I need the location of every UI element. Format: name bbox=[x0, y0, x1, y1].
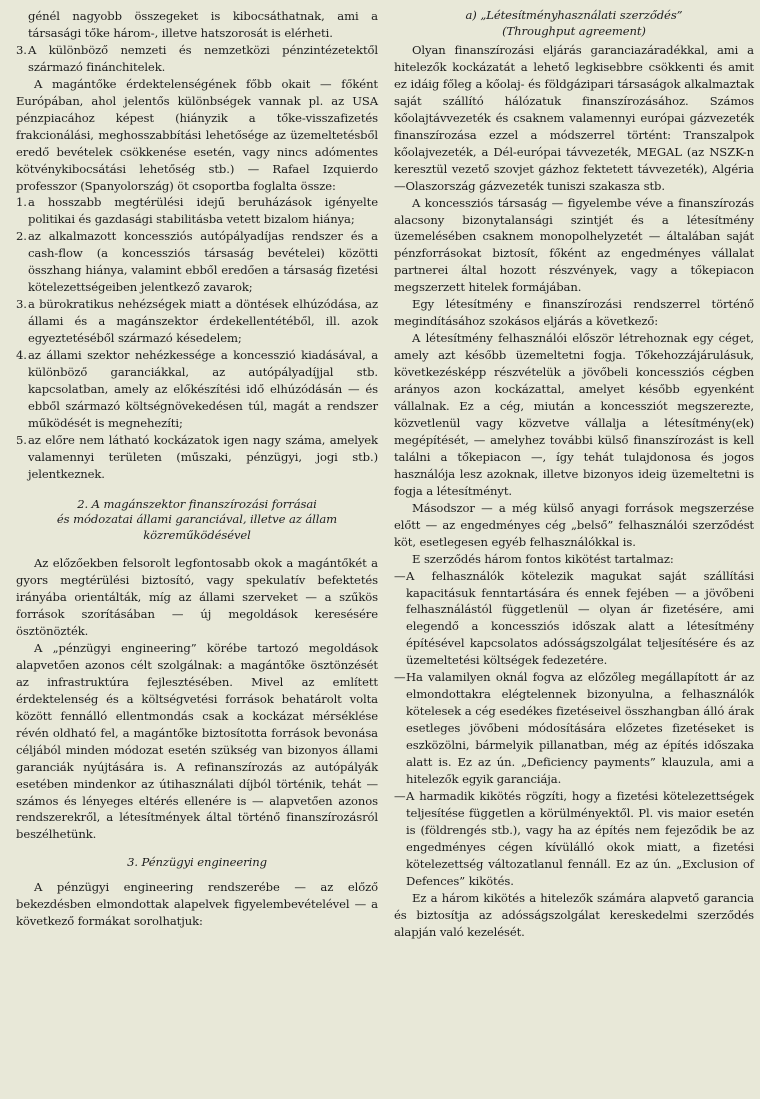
reason-item-text: az alkalmazott koncessziós autópályadíjas rendszer és a cash-flow (a koncessziós társaság bevételei) közötti összhang hiánya, valamint ebből eredően a társaság fizetési kötelezettségeiben jelentkező zavarok; bbox=[28, 229, 378, 295]
reason-item-text: a bürokratikus nehézségek miatt a döntések elhúzódása, az állami és a magánszektor érdekellentétéből, ill. azok egyeztetéséből származó késedelem; bbox=[28, 297, 378, 346]
section-3-heading: 3. Pénzügyi engineering bbox=[127, 855, 267, 870]
paragraph-three-clauses: E szerződés három fontos kikötést tartalmaz: bbox=[412, 551, 674, 566]
reason-item bbox=[16, 296, 378, 347]
clause-item-text: A felhasználók kötelezik magukat saját szállítási kapacitásuk fenntartására és ennek fejében — a jövőbeni felhasználástól függetlenül — olyan ár fizetésére, ami elegendő a koncessziós időszak alatt a létesítmény építésével kapcsolatos adósságszolgálat teljesítésére és az üzemeltetési költségek fedezetére. bbox=[406, 568, 754, 668]
section-2-heading bbox=[16, 497, 378, 544]
reason-item bbox=[16, 194, 378, 228]
clause-item-text: A harmadik kikötés rögzíti, hogy a fizetési kötelezettségek teljesítése független a körülményektől. Pl. vis maior esetén is (földrengés stb.), vagy ha az építés nem fejeződik be az engedményes cégen kívülálló okok miatt, a fizetési kötelezettség változatlanul fennáll. Ez az ún. „Exclusion of Defences” kikötés. bbox=[406, 788, 754, 888]
paragraph-throughput-definition: Olyan finanszírozási eljárás garanciazáradékkal, ami a hitelezők kockázatát a lehető legkisebbre csökkenti és amit ez idáig főleg a kőolaj- és földgázipari társaságok alkalmaztak saját szállító hálózatuk finanszírozásához. Számos kőolajtávvezeték és csaknem valamennyi európai gázvezeték finanszírozása ezzel a módszerrel történt: Transzalpok kőolajvezeték, a Dél-európai távvezeték, MEGAL (az NSZK-n keresztül vezető szovjet gázhoz fektetett távvezeték), Algéria—Olaszország gázvezeték tuniszi szakasza stb. bbox=[394, 43, 754, 193]
paragraph-concession-company: A koncessziós társaság — figyelembe véve a finanszírozás alacsony bizonytalansági szintjét és a létesítmény üzemelésében csaknem monopolhelyzetét — általában saját pénzforrásokat biztosít, főként az engedményes vállalat partnerei által hozott részvények, vagy a tőkepiacon megszerzett hitelek formájában. bbox=[394, 195, 754, 295]
reason-item-text: az állami szektor nehézkessége a koncesszió kiadásával, a különböző garanciákkal, az autópályadíjjal stb. kapcsolatban, amely az előkészítési idő elhúzódásán — és ebből származó költségnövekedésen túl, magát a rendszer működését is megnehezíti; bbox=[28, 348, 378, 430]
paragraph-users-company: A létesítmény felhasználói először létrehoznak egy céget, amely azt később üzemeltetni fogja. Tőkehozzájárulásuk, következésképp részvételük a jövőbeli koncessziós cégben arányos azon kockázattal, amelyet később egyenként vállalnak. Ez a cég, miután a koncessziót megszerezte, közvetlenül vagy közvetve vállalja a létesítmény(ek) megépítését, — amelyhez további külső finanszírozást is kell találni a tőkepiacon —, így tehát tulajdonosa és jogos használója lesz azoknak, illetve bizonyos ideig üzemeltetni is fogja a létesítményt. bbox=[394, 331, 754, 498]
paragraph-orientation: Az előzőekben felsorolt legfontosabb okok a magántőkét a gyors megtérülési biztosító, vagy spekulatív befektetés irányába orientálták, míg az állami szerveket — a szűkös források szorításában — új megoldások keresésére ösztönözték. bbox=[16, 556, 378, 638]
section-2-heading-line-3: közreműködésével bbox=[143, 527, 251, 542]
reason-item bbox=[16, 347, 378, 432]
source-item-3-text: A különböző nemzeti és nemzetközi pénzintézetektől származó finánchitelek. bbox=[28, 42, 378, 74]
reason-item bbox=[16, 228, 378, 296]
sources-list-continued bbox=[16, 42, 378, 76]
paragraph-second-step: Másodszor — a még külső anyagi források megszerzése előtt — az engedményes cég „belső” felhasználói szerződést köt, esetlegesen egyéb felhasználókkal is. bbox=[394, 500, 754, 549]
clause-item bbox=[394, 669, 754, 788]
paragraph-conclusion: Ez a három kikötés a hitelezők számára alapvető garancia és biztosítja az adósságszolgálat kereskedelmi szerződés alapján való kezelését. bbox=[394, 890, 754, 939]
subsection-a-heading bbox=[394, 8, 754, 39]
clause-item-text: Ha valamilyen oknál fogva az előzőleg megállapított ár az elmondottakra elégtelennek bizonyulna, a felhasználók kötelesek a cég esedékes fizetéseivel összhangban álló árak esetleges jövőbeni módosítására előzetes fizetéseket is eszközölni, bármelyik pillanatban, még az építés időszaka alatt is. Ez az ún. „Deficiency payments” klauzula, ami a hitelezők egyik garanciája. bbox=[406, 670, 754, 786]
reason-item-text: a hosszabb megtérülési idejű beruházások igényelte politikai és gazdasági stabilitásba vetett bizalom hiánya; bbox=[28, 195, 378, 227]
right-column bbox=[394, 8, 754, 941]
clause-item bbox=[394, 788, 754, 890]
reason-item bbox=[16, 432, 378, 483]
left-column bbox=[16, 8, 378, 930]
paragraph-financial-engineering: A „pénzügyi engineering” körébe tartozó megoldások alapvetően azonos célt szolgálnak: a magántőke ösztönzését az infrastruktúra fejlesztésében. Mivel az említett érdektelenség és a költségvetési források behatárolt volta között fennálló ellentmondás csak a kockázat mérséklése révén oldható fel, a magántőke biztosította források bevonása céljából minden módozat esetén szükség van bizonyos állami garanciák nyújtására is. A refinanszírozás az autópályák esetében mindenkor az útihasználati díjból történik, tehát — számos és lényeges eltérés ellenére is — alapvetően azonos rendszerekről, a létesítmények által történő finanszírozásról beszélhetünk. bbox=[16, 640, 378, 842]
section-2-heading-line-1: 2. A magánszektor finanszírozási forrásai bbox=[77, 496, 317, 511]
section-2-heading-line-2: és módozatai állami garanciával, illetve az állam bbox=[56, 512, 338, 527]
reason-item-text: az előre nem látható kockázatok igen nagy száma, amelyek valamennyi területen (műszaki, pénzügyi, jogi stb.) jelentkeznek. bbox=[28, 432, 378, 481]
continued-paragraph: génél nagyobb összegeket is kibocsáthatnak, ami a társasági tőke három-, illetve hatszorosát is elérheti. bbox=[28, 9, 378, 40]
subsection-a-subtitle: (Throughput agreement) bbox=[502, 23, 646, 38]
clauses-list bbox=[394, 568, 754, 890]
clause-item bbox=[394, 568, 754, 670]
paragraph-private-capital-reasons: A magántőke érdektelenségének főbb okait — főként Európában, ahol jelentős különbségek vannak pl. az USA pénzpiacához képest (hiányzik a tőke-visszafizetés frakcionálási, meghosszabbítási lehetősége az üzemeltetésből eredő bevételek csökkenése esetén, vagy nincs adómentes kötvénykibocsátási lehetőség stb.) — Rafael Izquierdo professzor (Spanyolország) öt csoportba foglalta össze: bbox=[16, 76, 378, 193]
reasons-list bbox=[16, 194, 378, 482]
source-item-3 bbox=[16, 42, 378, 76]
paragraph-forms-intro: A pénzügyi engineering rendszerébe — az előző bekezdésben elmondottak alapelvek figyelembevételével — a következő formákat sorolhatjuk: bbox=[16, 879, 378, 928]
subsection-a-title: a) „Létesítményhasználati szerződés” bbox=[465, 8, 683, 22]
paragraph-procedure-intro: Egy létesítmény e finanszírozási rendszerrel történő megindításához szokásos eljárás a következő: bbox=[394, 297, 754, 329]
